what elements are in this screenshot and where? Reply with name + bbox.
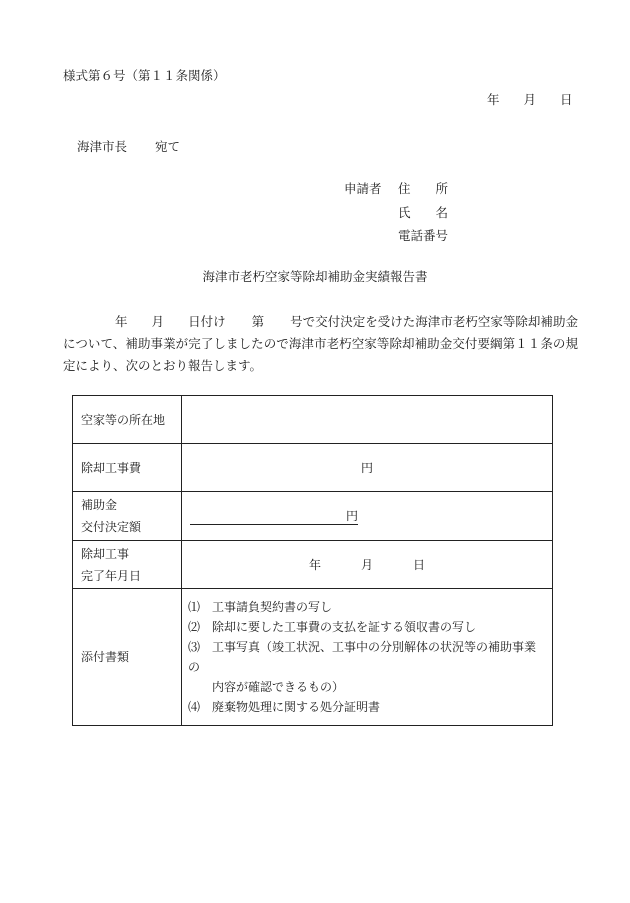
date-line — [487, 90, 573, 108]
applicant-label: 申請者 — [344, 181, 382, 196]
attachments-list — [182, 589, 552, 725]
body-month: 月 — [151, 314, 165, 329]
date-year: 年 — [487, 92, 500, 107]
list-item: ⑶ 工事写真（竣工状況、工事中の分別解体の状況等の補助事業の 内容が確認できるもの） — [188, 640, 537, 694]
addressee — [77, 137, 180, 155]
completion-label-line1: 除却工事 — [81, 546, 130, 561]
location-value[interactable] — [182, 396, 553, 444]
demolition-cost-value[interactable] — [182, 444, 553, 492]
subsidy-value[interactable] — [182, 492, 553, 541]
subsidy-label-line2: 交付決定額 — [81, 520, 142, 534]
addressee-name: 海津市長 — [77, 139, 128, 154]
subsidy-label — [73, 492, 182, 541]
completion-day: 日 — [413, 558, 426, 572]
completion-month: 月 — [360, 558, 373, 572]
date-month: 月 — [523, 92, 537, 107]
table-row — [73, 589, 553, 726]
demolition-cost-label: 除却工事費 — [73, 444, 182, 492]
date-day: 日 — [560, 92, 573, 107]
attachments-label: 添付書類 — [73, 589, 182, 726]
report-table — [72, 395, 553, 726]
body-text: 号で交付決定を受けた海津市老朽空家等除却補助金について、補助事業が完了しましたので海津市老朽空家等除却補助金交付要綱第１１条の規定により、次のとおり報告します。 — [63, 314, 578, 373]
location-label: 空家等の所在地 — [73, 396, 182, 444]
subsidy-unit: 円 — [345, 509, 358, 523]
list-item: ⑵ 除却に要した工事費の支払を証する領収書の写し — [188, 620, 477, 634]
attachments-value — [182, 589, 553, 726]
completion-year: 年 — [308, 558, 321, 572]
list-item: ⑷ 廃棄物処理に関する処分証明書 — [188, 700, 381, 714]
completion-label-line2: 完了年月日 — [81, 568, 142, 583]
body-day: 日付け — [188, 314, 226, 329]
list-item: ⑴ 工事請負契約書の写し — [188, 600, 333, 614]
applicant-phone-label: 電話番号 — [398, 228, 449, 243]
completion-label — [73, 541, 182, 589]
subsidy-label-line1: 補助金 — [81, 498, 118, 512]
subsidy-amount-line — [190, 507, 358, 525]
table-row — [73, 541, 553, 589]
table-row — [73, 492, 553, 541]
body-dai: 第 — [251, 314, 265, 329]
body-year: 年 — [115, 314, 128, 329]
table-row — [73, 396, 553, 444]
applicant-address-label: 住 所 — [398, 181, 449, 196]
document-title: 海津市老朽空家等除却補助金実績報告書 — [202, 269, 428, 284]
body-paragraph — [63, 311, 578, 377]
table-row — [73, 444, 553, 492]
completion-date-value[interactable] — [182, 541, 553, 589]
form-number: 様式第６号（第１１条関係） — [63, 68, 226, 83]
applicant-name-label: 氏 名 — [398, 205, 449, 220]
demolition-cost-unit: 円 — [360, 461, 373, 475]
addressee-suffix: 宛て — [155, 139, 181, 154]
